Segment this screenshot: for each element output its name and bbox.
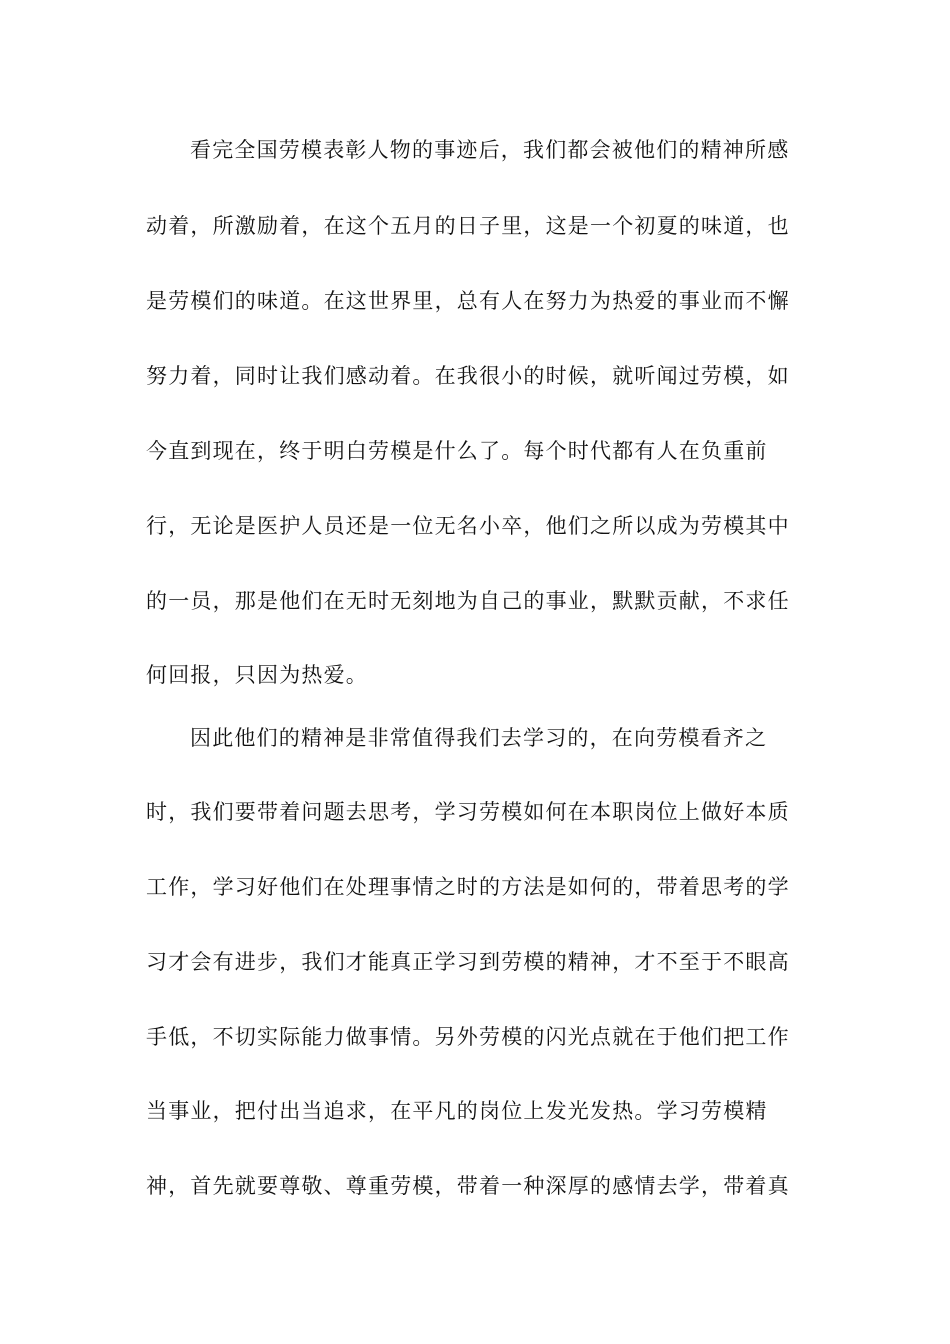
paragraph-1-line-6: 行，无论是医护人员还是一位无名小卒，他们之所以成为劳模其中 [146,514,790,538]
paragraph-2-line-1: 因此他们的精神是非常值得我们去学习的，在向劳模看齐之 [190,726,768,750]
paragraph-1-line-4: 努力着，同时让我们感动着。在我很小的时候，就听闻过劳模，如 [146,364,790,388]
paragraph-1-line-8: 何回报，只因为热爱。 [146,663,368,687]
paragraph-2-line-4: 习才会有进步，我们才能真正学习到劳模的精神，才不至于不眼高 [146,950,790,974]
paragraph-2-line-3: 工作，学习好他们在处理事情之时的方法是如何的，带着思考的学 [146,875,790,899]
paragraph-1-line-7: 的一员，那是他们在无时无刻地为自己的事业，默默贡献，不求任 [146,589,790,613]
paragraph-1-line-1: 看完全国劳模表彰人物的事迹后，我们都会被他们的精神所感 [190,138,790,162]
paragraph-2-line-2: 时，我们要带着问题去思考，学习劳模如何在本职岗位上做好本质 [146,800,790,824]
paragraph-1-line-3: 是劳模们的味道。在这世界里，总有人在努力为热爱的事业而不懈 [146,289,790,313]
paragraph-1-line-2: 动着，所激励着，在这个五月的日子里，这是一个初夏的味道，也 [146,214,790,238]
paragraph-2-line-7: 神，首先就要尊敬、尊重劳模，带着一种深厚的感情去学，带着真 [146,1174,790,1198]
paragraph-2-line-6: 当事业，把付出当追求，在平凡的岗位上发光发热。学习劳模精 [146,1099,768,1123]
paragraph-2-line-5: 手低，不切实际能力做事情。另外劳模的闪光点就在于他们把工作 [146,1025,790,1049]
paragraph-1-line-5: 今直到现在，终于明白劳模是什么了。每个时代都有人在负重前 [146,439,768,463]
